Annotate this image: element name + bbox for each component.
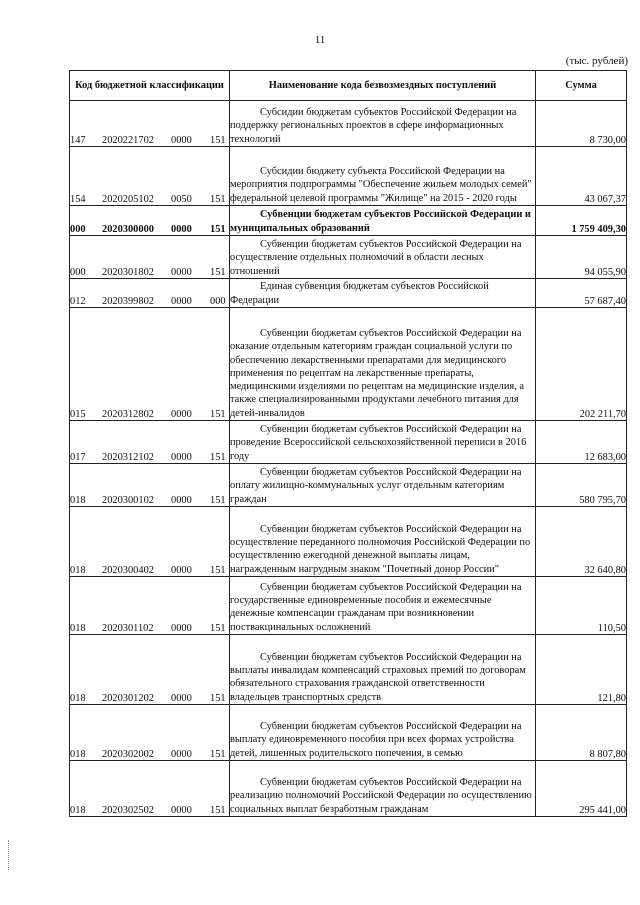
income-code: 2020300102: [102, 495, 154, 506]
table-row: [70, 147, 627, 206]
row-sum: 121,80: [536, 635, 627, 705]
income-code: 2020312802: [102, 409, 154, 420]
units-label: (тыс. рублей): [565, 55, 628, 67]
income-code: 2020221702: [102, 135, 154, 146]
kind-code: 151: [210, 805, 226, 816]
income-code: 2020300402: [102, 565, 154, 576]
table-row: [70, 206, 627, 236]
kind-code: 151: [210, 409, 226, 420]
header-code: Код бюджетной классификации: [70, 71, 230, 101]
row-name: Субсидии бюджетам субъектов Российской Федерации на поддержку региональных проектов в сфере информационных технологий: [230, 101, 536, 147]
admin-code: 015: [70, 409, 86, 420]
code-cell: [70, 236, 230, 279]
table-row: [70, 464, 627, 507]
income-code: 2020301802: [102, 267, 154, 278]
table-row: [70, 308, 627, 421]
admin-code: 000: [70, 267, 86, 278]
row-sum: 12 683,00: [536, 421, 627, 464]
income-code: 2020312102: [102, 452, 154, 463]
row-sum: 202 211,70: [536, 308, 627, 421]
row-sum: 94 055,90: [536, 236, 627, 279]
row-name: Субвенции бюджетам субъектов Российской Федерации на государственные единовременные пособия и ежемесячные денежные компенсации гражданам при возникновении поствакцинальных осложнений: [230, 577, 536, 635]
kind-code: 151: [210, 135, 226, 146]
program-code: 0000: [171, 452, 192, 463]
row-sum: 57 687,40: [536, 279, 627, 308]
row-name: Субвенции бюджетам субъектов Российской Федерации на оплату жилищно-коммунальных услуг отдельным категориям граждан: [230, 464, 536, 507]
row-sum: 295 441,00: [536, 761, 627, 817]
row-name: Субсидии бюджету субъекта Российской Федерации на мероприятия подпрограммы "Обеспечение жильем молодых семей" федеральной целевой программы "Жилище" на 2015 - 2020 годы: [230, 147, 536, 206]
header-sum: Сумма: [536, 71, 627, 101]
program-code: 0000: [171, 805, 192, 816]
code-cell: [70, 101, 230, 147]
program-code: 0000: [171, 224, 192, 235]
kind-code: 151: [210, 224, 226, 235]
program-code: 0000: [171, 693, 192, 704]
row-name: Субвенции бюджетам субъектов Российской Федерации на оказание отдельным категориям граждан социальной услуги по обеспечению лекарственными препаратами для медицинского применения по рецептам на лекарственные препараты, медицинскими изделиями по рецептам на медицинские изделия, а также специализированными продуктами лечебного питания для детей-инвалидов: [230, 308, 536, 421]
income-code: 2020300000: [102, 224, 154, 235]
kind-code: 000: [210, 296, 226, 307]
kind-code: 151: [210, 749, 226, 760]
row-sum: 43 067,37: [536, 147, 627, 206]
table-row: [70, 236, 627, 279]
row-name: Субвенции бюджетам субъектов Российской Федерации на реализацию полномочий Российской Федерации по осуществлению социальных выплат безработным гражданам: [230, 761, 536, 817]
code-cell: [70, 147, 230, 206]
income-code: 2020301202: [102, 693, 154, 704]
program-code: 0000: [171, 296, 192, 307]
income-code: 2020302002: [102, 749, 154, 760]
admin-code: 018: [70, 693, 86, 704]
row-name: Субвенции бюджетам субъектов Российской Федерации и муниципальных образований: [230, 206, 536, 236]
code-cell: [70, 635, 230, 705]
row-sum: 8 730,00: [536, 101, 627, 147]
program-code: 0000: [171, 749, 192, 760]
table-row: [70, 421, 627, 464]
admin-code: 018: [70, 749, 86, 760]
table-header-row: [70, 71, 627, 101]
row-name: Субвенции бюджетам субъектов Российской Федерации на осуществление переданного полномочия Российской Федерации по осуществлению ежегодной денежной выплаты лицам, награжденным нагрудным знаком "Почетный донор России": [230, 507, 536, 577]
code-cell: [70, 464, 230, 507]
program-code: 0000: [171, 623, 192, 634]
kind-code: 151: [210, 693, 226, 704]
row-name: Субвенции бюджетам субъектов Российской Федерации на выплаты инвалидам компенсаций страховых премий по договорам обязательного страхования гражданской ответственности владельцев транспортных средств: [230, 635, 536, 705]
table-row: [70, 101, 627, 147]
row-sum: 32 640,80: [536, 507, 627, 577]
row-name: Субвенции бюджетам субъектов Российской Федерации на осуществление отдельных полномочий в области лесных отношений: [230, 236, 536, 279]
income-code: 2020399802: [102, 296, 154, 307]
kind-code: 151: [210, 495, 226, 506]
admin-code: 012: [70, 296, 86, 307]
program-code: 0000: [171, 565, 192, 576]
kind-code: 151: [210, 565, 226, 576]
admin-code: 018: [70, 805, 86, 816]
program-code: 0000: [171, 495, 192, 506]
admin-code: 018: [70, 623, 86, 634]
code-cell: [70, 577, 230, 635]
row-name: Единая субвенция бюджетам субъектов Российской Федерации: [230, 279, 536, 308]
table-row: [70, 761, 627, 817]
kind-code: 151: [210, 267, 226, 278]
code-cell: [70, 761, 230, 817]
margin-mark: [8, 840, 10, 870]
row-sum: 580 795,70: [536, 464, 627, 507]
row-name: Субвенции бюджетам субъектов Российской Федерации на проведение Всероссийской сельскохозяйственной переписи в 2016 году: [230, 421, 536, 464]
admin-code: 018: [70, 565, 86, 576]
program-code: 0000: [171, 135, 192, 146]
program-code: 0000: [171, 409, 192, 420]
row-name: Субвенции бюджетам субъектов Российской Федерации на выплату единовременного пособия при всех формах устройства детей, лишенных родительского попечения, в семью: [230, 705, 536, 761]
kind-code: 151: [210, 452, 226, 463]
income-code: 2020301102: [102, 623, 154, 634]
code-cell: [70, 279, 230, 308]
code-cell: [70, 705, 230, 761]
code-cell: [70, 507, 230, 577]
row-sum: 1 759 409,30: [536, 206, 627, 236]
admin-code: 017: [70, 452, 86, 463]
row-sum: 110,50: [536, 577, 627, 635]
admin-code: 154: [70, 194, 86, 205]
table-row: [70, 507, 627, 577]
page-number: 11: [314, 34, 326, 46]
table-row: [70, 705, 627, 761]
program-code: 0000: [171, 267, 192, 278]
kind-code: 151: [210, 623, 226, 634]
row-sum: 8 807,80: [536, 705, 627, 761]
budget-table: [69, 70, 627, 817]
table-row: [70, 279, 627, 308]
income-code: 2020205102: [102, 194, 154, 205]
admin-code: 000: [70, 224, 86, 235]
code-cell: [70, 421, 230, 464]
admin-code: 147: [70, 135, 86, 146]
code-cell: [70, 206, 230, 236]
program-code: 0050: [171, 194, 192, 205]
table-row: [70, 577, 627, 635]
code-cell: [70, 308, 230, 421]
admin-code: 018: [70, 495, 86, 506]
table-row: [70, 635, 627, 705]
kind-code: 151: [210, 194, 226, 205]
header-name: Наименование кода безвозмездных поступлений: [230, 71, 536, 101]
income-code: 2020302502: [102, 805, 154, 816]
